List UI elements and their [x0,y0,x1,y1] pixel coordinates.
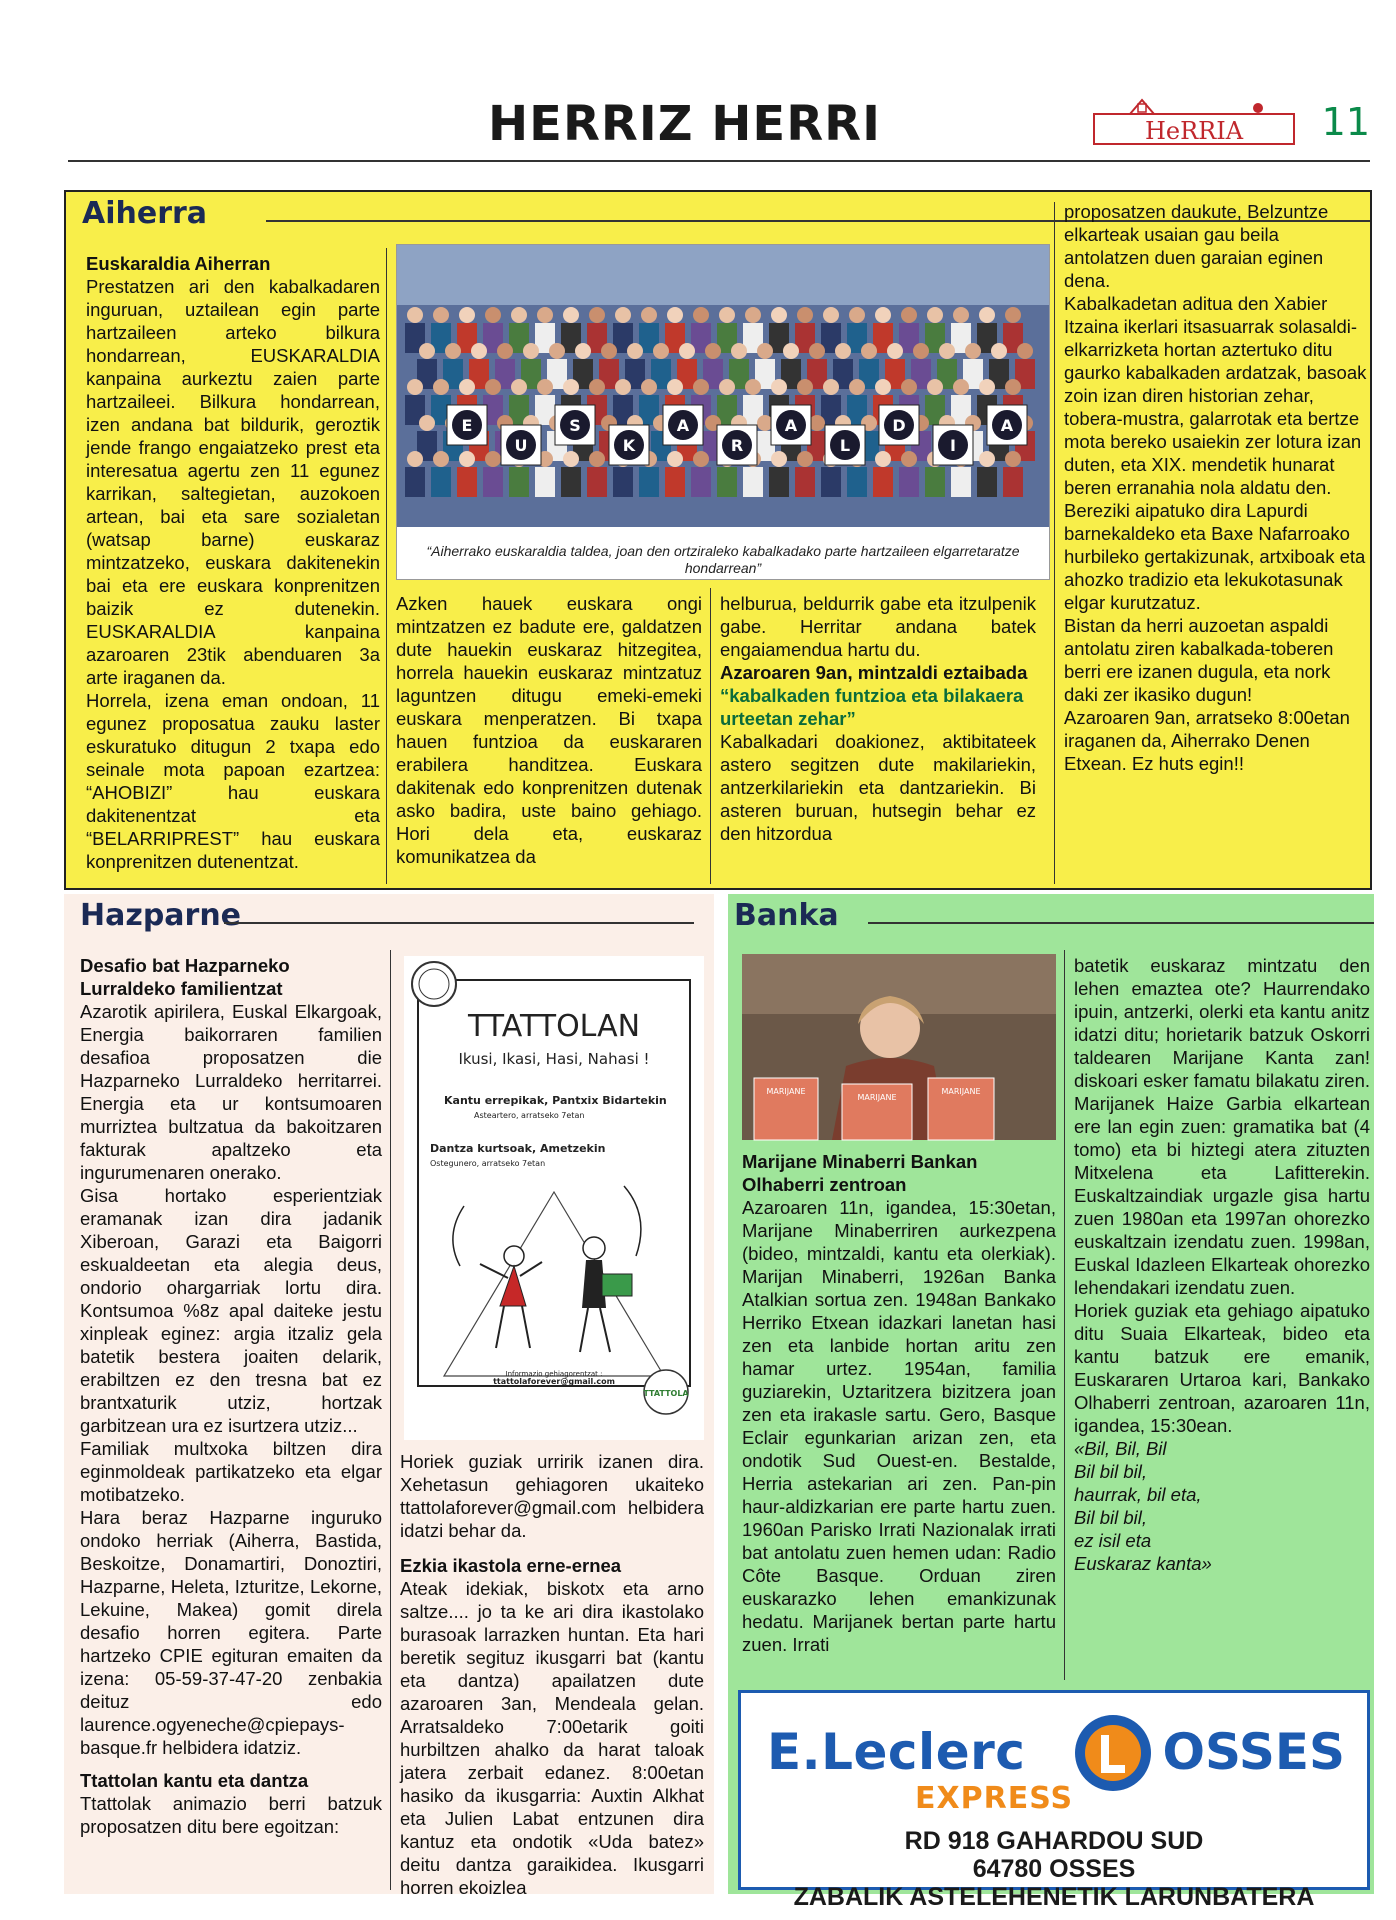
aiherra-para: Azken hauek euskara ongi mintzatzen ez badute ere, galdatzen dute hauekin euskaraz hitzegitea, horrela hauekin euskaraz mintzatuz laguntzen ditugu emeki-emeki euskara menperatzen. Bi txapa hauen funtzioa da euskararen erabilera handitzea. Euskara dakitenak edo konprenitzen dutenak asko badira, uste baino gehiago. Hori dela eta, euskaraz komunikatzea da [396,593,702,867]
ttattolan-poster [404,956,704,1440]
sign-letter [933,425,973,465]
book-label: MARIJANE [766,1087,806,1096]
hazparne-para: Familiak multxoka biltzen dira eginmoldeak partikatzeko eta elgar motibatzeko. [80,1438,382,1505]
page-header [68,96,1370,166]
aiherra-col-4 [1064,200,1368,775]
photo-caption: “Aiherrako euskaraldia taldea, joan den ortziraleko kabalkadako parte hartzaileen elgarretaratze hondarrean” [426,543,1020,576]
poster-title: TTATTOLAN [467,1009,641,1044]
ad-postcode: 64780 OSSES [972,1855,1136,1883]
svg-text:U: U [514,436,528,455]
column-divider [386,248,387,884]
hazparne-title-rule [224,922,694,924]
column-divider [390,950,391,1890]
aiherra-para: Azaroaren 9an, arratseko 8:00etan iraganen da, Aiherrako Denen Etxean. Ez huts egin!! [1064,707,1350,774]
poem-line: «Bil, Bil, Bil [1074,1438,1167,1459]
hazparne-heading: Desafio bat Hazparneko Lurraldeko familientzat [80,955,290,999]
sign-letter [447,405,487,445]
banka-para: batetik euskaraz mintzatu den lehen emaztea ote? Haurrendako ipuin, antzerki, olerki eta kantu anitz idatzi ditu; horietarik batzuk Oskorri taldearen Marijane Kanta zan! diskoari esker famatu bilakatu ziren. Marijanek Haize Garbia elkartean ere lan egin zuen: gramatika bat (4 tomo) eta bi hiztegi atera zituzten Mitxelena eta Lafitterekin. Euskaltzaindiak urgazle gisa hartu zuen 1980an eta 1997an ohorezko euskaltzain izendatu zuen. 1998an, Euskal Idazleen Elkarteak ohorezko lehendakari izendatu zuen. [1074,955,1370,1298]
hazparne-para: Azarotik apirilera, Euskal Elkargoak, Energia baikorraren familien desafioa proposatzen die Hazparneko Lurraldeko herritarrei. Energia eta ur kontsumoaren murriztea bultzatua da bakoitzaren fakturak apaltzeko eta ingurumenaren onerako. [80,1001,382,1183]
column-divider [1064,950,1065,1680]
aiherra-col-2 [396,592,702,868]
poster-line: Dantza kurtsoak, Ametzekin [430,1142,606,1155]
sign-letter [717,425,757,465]
banka-section [728,894,1374,1911]
poster-line: Kantu errepikak, Pantxix Bidartekin [444,1094,667,1107]
marijane-photo [742,954,1056,1140]
poster-email: ttattolaforever@gmail.com [493,1377,615,1386]
poster-line: Asteartero, arratseko 7etan [474,1111,585,1120]
hazparne-para: Ateak idekiak, biskotx eta arno saltze.... jo ta ke ari dira ikastolako burasoak larrazken huntan. Eta hari beretik segituz ikusgarri bat (kantu eta dantza) apailatzen dute azaroaren 3an, Mendeala gelan. Arratsaldeko 7:00etarik goiti hurbiltzen ahalko da harat taloak jatera zerbait edanez. 8:00etan hasiko da ikusgarria: Auxtin Alkhat eta Julien Labat entzunen dira kantuz eta ondotik «Uda batez» deitu dantza garaikidea. Ikusgarri horren ekoizlea [400,1578,704,1898]
aiherra-para: Kabalkadetan aditua den Xabier Itzaina ikerlari itsasuarrak solasaldi-elkarrizketa hortan aztertuko ditu gaurko kabalkaden ardatzak, basoak zoin izan diren historian zehar, tobera-mustra, galarrotak eta bertze mota bereko usaiekin zer lotura izan duten, eta XIX. mendetik hunarat beren erranahia nola aldatu den. Bereziki aipatuko dira Lapurdi barnekaldeko eta Baxe Nafarroako hurbileko gertakizunak, artxiboak eta ahozko tradizio eta lekukotasunak elgar kurutzatuz. [1064,293,1367,613]
svg-text:I: I [950,436,956,455]
poster-artwork [404,956,704,1440]
section-title: HERRIZ HERRI [488,96,881,152]
svg-text:A: A [1000,416,1014,435]
aiherra-para: Kabalkadari doakionez, aktibitateek astero segitzen dute makilariekin, antzerkilariekin eta dantzariekin. Bi asteren buruan, hutsegin behar ez den hitzordua [720,731,1036,844]
logo-text: HeRRIA [1144,117,1244,145]
svg-text:D: D [892,416,906,435]
svg-text:R: R [730,436,744,455]
aiherra-para: proposatzen daukute, Belzuntze elkarteak usaian gau beila antolatzen duen garaian eginen dena. [1064,201,1329,291]
herria-logo [1090,98,1300,148]
banka-title-rule [868,922,1374,924]
sign-letter [609,425,649,465]
poem-line: ez isil eta [1074,1530,1152,1551]
poem-line: Bil bil bil, [1074,1507,1147,1528]
page-number: 11 [1321,100,1370,144]
svg-text:A: A [784,416,798,435]
hazparne-heading: Ttattolan kantu eta dantza [80,1770,309,1791]
group-photo [396,244,1050,580]
banka-col-2 [1074,954,1370,1575]
banka-para: Horiek guziak eta gehiago aipatuko ditu Suaia Elkarteak, bideo eta kantu batzuk ere emanik, Euskararen Urtaroa kari, Bankako Olhaberri zentroan, azaroaren 11n, igandea, 15:30ean. [1074,1300,1370,1436]
sign-letter [663,405,703,445]
header-rule [68,160,1370,162]
sign-letter [771,405,811,445]
sign-letter [987,405,1027,445]
poster-subtitle: Ikusi, Ikasi, Hasi, Nahasi ! [458,1050,650,1068]
sign-letter [555,405,595,445]
book-label: MARIJANE [857,1093,897,1102]
leclerc-advertisement [738,1690,1370,1911]
banka-para: Azaroaren 11n, igandea, 15:30etan, Marijane Minaberriren aurkezpena (bideo, mintzaldi, kantu eta olerkiak). Marijan Minaberri, 1926an Banka Atalkian sortua zen. 1948an Bankako Herriko Etxean idazkari lanetan hasi zen eta lanbide hortan aritu zen hamar urtez. 1954an, familia guziarekin, Uztaritzera bizitzera joan zen eta irakasle sartu. Gero, Basque Eclair egunkarian arizan zen, eta ondotik Sud Ouest-en. Bestalde, Herria astekarian ari zen. Pan-pin haur-aldizkarian ere parte hartu zuen. 1960an Parisko Irrati Nazionalak irrati bat antolatu zuen hemen udan: Radio Côte Basque. Orduan ziren euskarazko lehen emankizunak hedatu. Marijanek bertan parte hartu zuen. Irrati [742,1197,1056,1655]
hazparne-para: Gisa hortako esperientziak eramanak izan dira jadanik Xiberoan, Garazi eta Baigorri eskualdeetan eta alegia deus, ondorio ohargarriak lortu dira. Kontsumoa %8z apal daiteke jestu xinpleak eginez: argia itzaliz gela batetik bestera joaiten delarik, erabiltzen ez den tresna bat ez brantxaturik utziz, hortzak garbitzean ura ez isurtzera utziz... [80,1185,382,1436]
ad-express: EXPRESS [915,1781,1074,1816]
hazparne-col-2 [400,1450,704,1899]
aiherra-para: helburua, beldurrik gabe eta itzulpenik gabe. Herritar andana batek engaiamendua hartu du. [720,593,1036,660]
hazparne-para: Horiek guziak urririk izanen dira. Xehetasun gehiagoren ukaiteko ttattolaforever@gmail.com helbidera idatzi behar da. [400,1451,704,1541]
sign-letter [825,425,865,465]
svg-text:S: S [569,416,581,435]
aiherra-para: Bistan da herri auzoetan aspaldi antolatu ziren kabalkada-toberen berri ere izanen dugula, eta nork daki zer ikasiko dugun! [1064,615,1334,705]
ad-opening: ZABALIK ASTELEHENETIK LARUNBATERA [793,1883,1315,1911]
hazparne-para: Ttattolak animazio berri batzuk proposatzen ditu bere egoitzan: [80,1793,382,1837]
poem-line: Euskaraz kanta» [1074,1553,1212,1574]
aiherra-para: Prestatzen ari den kabalkadaren inguruan, uztailean egin parte hartzaileen arteko bilkura hondarrean, EUSKARALDIA kanpaina aurkeztu zaien parte hartzaileei. Bilkura hondarrean, izen andana bat bildurik, geroztik jende frango engaiatzeko prest eta interesatua agertu zen 11 egunez karrikan, saltegietan, auzokoen artean, bai eta sare sozialetan (watsap barne) euskaraz mintzatzeko, euskara dakitenekin bai eta ere euskara konprenitzen baizik ez dutenekin. EUSKARALDIA kanpaina azaroaren 23tik abenduaren 3a arte iraganen da. [86,276,380,688]
poster-badge: TTATTOLA [643,1389,689,1398]
banka-col-1 [742,1150,1056,1656]
sign-letter [879,405,919,445]
hazparne-para: Hara beraz Hazparne inguruko ondoko herriak (Aiherra, Bastida, Beskoitze, Donamartiri, Donoztiri, Hazparne, Heleta, Izturitze, Lekorne, Lekuine, Makea) gomit direla desafio horren egitera. Parte hartzeko CPIE egituran emaiten da izena: 05-59-37-47-20 zenbakia deituz edo laurence.ogyeneche@cpiepays-basque.fr helbidera idatziz. [80,1507,382,1758]
aiherra-heading: Euskaraldia Aiherran [86,253,271,274]
svg-text:A: A [676,416,690,435]
svg-text:E: E [461,416,473,435]
hazparne-section [64,894,714,1898]
leclerc-logo-icon [1071,1711,1155,1795]
poster-info: Informazio gehiagorentzat : [505,1370,603,1378]
aiherra-title: Aiherra [82,196,208,231]
ad-address: RD 918 GAHARDOU SUD [904,1827,1204,1855]
sign-letter [501,425,541,465]
svg-text:L: L [839,436,851,455]
banka-heading: Marijane Minaberri Bankan Olhaberri zentroan [742,1151,978,1195]
hazparne-title: Hazparne [80,898,242,933]
aiherra-para: Horrela, izena eman ondoan, 11 egunez proposatua zauku laster eskuratuko ditugun 2 txapa edo seinale mota papoan ezartzea: “AHOBIZI” hau euskara dakitenentzat eta “BELARRIPREST” hau euskara konprenitzen dutenentzat. [86,690,380,872]
poem-line: Bil bil bil, [1074,1461,1147,1482]
banka-title: Banka [734,898,839,933]
poster-line: Ostegunero, arratseko 7etan [430,1159,546,1168]
poem-line: haurrak, bil eta, [1074,1484,1202,1505]
hazparne-col-1 [80,954,382,1838]
marijane-portrait [742,954,1056,1140]
aiherra-col-1 [86,252,380,873]
aiherra-section [64,190,1372,890]
book-label: MARIJANE [941,1087,981,1096]
aiherra-subheading: Azaroaren 9an, mintzaldi eztaibada [720,662,1028,683]
ad-brand: E.Leclerc [767,1723,1026,1781]
aiherra-subheading: “kabalkaden funtzioa eta bilakaera urteetan zehar” [720,685,1024,729]
column-divider [1054,202,1055,884]
hazparne-heading: Ezkia ikastola erne-ernea [400,1555,622,1576]
group-photo-image [397,245,1049,527]
column-divider [710,588,711,884]
aiherra-col-3 [720,592,1036,845]
svg-text:K: K [622,436,636,455]
ad-town: OSSES [1162,1723,1345,1781]
